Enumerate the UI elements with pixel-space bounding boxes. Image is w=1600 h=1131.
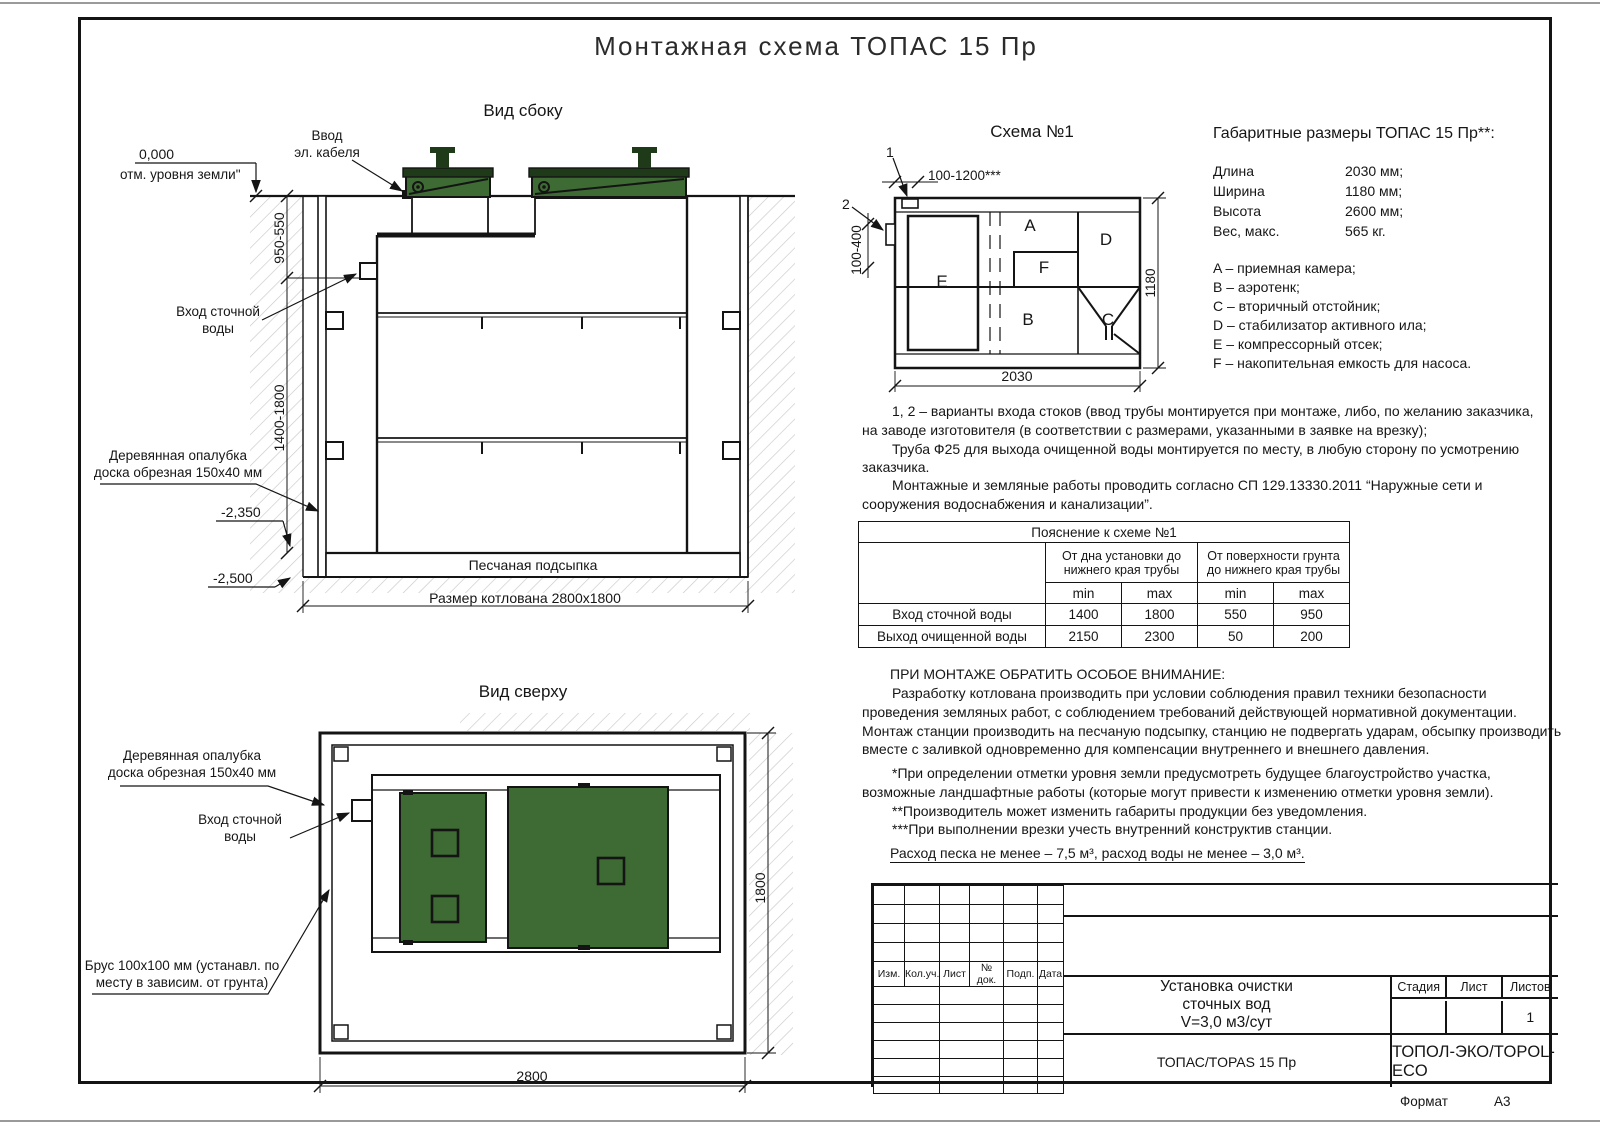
revision-table	[873, 885, 1063, 1087]
lid-right	[529, 147, 689, 197]
doc-title-line-1: Установка очистки	[1160, 977, 1293, 995]
footnote-2: **Производитель может изменить габариты продукции без уведомления.	[892, 802, 1368, 819]
table-title: Пояснение к схеме №1	[859, 522, 1350, 543]
stage-label: Стадия	[1392, 977, 1447, 997]
level-2500-label: -2,500	[213, 570, 253, 586]
page-title: Монтажная схема ТОПАС 15 Пр	[594, 31, 1038, 61]
tv-dim-1800: 1800	[751, 872, 768, 904]
doc-title-cell	[1063, 977, 1390, 1035]
explanation-table	[858, 521, 1350, 648]
cable-entry-label-2: эл. кабеля	[294, 145, 360, 160]
tb-upper-row-1	[1063, 885, 1558, 917]
stage-value-row	[1392, 1001, 1558, 1035]
stage-header-row	[1392, 977, 1558, 999]
table-row: Выход очищенной воды 2150 2300 50 200	[859, 626, 1350, 648]
rev-col-izm: Изм.	[874, 962, 905, 987]
table-corner-cell	[859, 543, 1046, 604]
schema-dim-left: 100-400	[849, 225, 865, 275]
lid-left	[403, 147, 493, 197]
beam-label-1: Брус 100х100 мм (устанавл. по	[84, 958, 280, 973]
sand-bed-label: Песчаная подсыпка	[468, 557, 598, 573]
tv-dim-2800: 2800	[516, 1068, 548, 1084]
table-min-1: min	[1046, 583, 1122, 604]
cable-entry-label-1: Ввод	[311, 128, 343, 143]
rev-col-list: Лист	[940, 962, 970, 987]
spec-label-weight: Вес, макс.	[1213, 223, 1280, 239]
schema-dim-bottom: 2030	[1001, 368, 1033, 384]
compartment-b: B	[1022, 310, 1034, 329]
doc-title-line-3: V=3,0 м3/сут	[1180, 1014, 1273, 1032]
schema-dim-top: 100-1200***	[928, 168, 1001, 183]
consumption-note: Расход песка не менее – 7,5 м³, расход воды не менее – 3,0 м³.	[890, 845, 1305, 863]
footnotes	[862, 764, 1562, 839]
specs-title: Габаритные размеры ТОПАС 15 Пр**:	[1213, 125, 1495, 142]
table-max-1: max	[1122, 583, 1198, 604]
stage-value	[1392, 1001, 1447, 1033]
side-view-drawing	[100, 147, 795, 613]
rev-col-dok: № док.	[970, 962, 1004, 987]
title-block	[871, 883, 1558, 1087]
table-group-2: От поверхности грунта до нижнего края трубы	[1198, 543, 1350, 583]
note-variants	[862, 402, 1550, 477]
sheet-label: Лист	[1447, 977, 1502, 997]
legend-e: E – компрессорный отсек;	[1213, 336, 1383, 352]
doc-title-line-2: сточных вод	[1182, 995, 1271, 1013]
table-max-2: max	[1274, 583, 1350, 604]
cover-large	[508, 783, 668, 950]
side-view-title: Вид сбоку	[483, 101, 563, 120]
footnote-1: *При определении отметки уровня земли предусмотреть будущее благоустройство участка, возможные ландшафтные работы (которые могут привести к изменению отметки уровня земли).	[862, 765, 1494, 800]
spec-label-height: Высота	[1213, 203, 1262, 219]
schema-drawing	[852, 158, 1166, 392]
table-row: Вход сточной воды 1400 1800 550 950	[859, 604, 1350, 626]
formwork-label-1: Деревянная опалубка	[108, 448, 248, 463]
legend-b: B – аэротенк;	[1213, 279, 1300, 295]
level-zero-label: 0,000	[139, 146, 175, 162]
dim-1400-1800: 1400-1800	[270, 384, 287, 452]
ground-level-note: отм. уровня земли"	[120, 167, 241, 182]
rev-col-koluch: Кол.уч.	[905, 962, 940, 987]
spec-value-height: 2600 мм;	[1345, 203, 1404, 219]
legend-f: F – накопительная емкость для насоса.	[1213, 355, 1472, 371]
dim-950-550: 950-550	[270, 212, 287, 264]
attention-body: Разработку котлована производить при условии соблюдения правил техники безопасности проведения земляных работ, с соблюдением требований действующей нормативной документации. Монтаж станции производить на песчаную подсыпку, станцию не подвергать ударам, обсыпку производить вместе с заливкой одновременно для компенсации внутреннего и внешнего давления.	[862, 685, 1562, 758]
beam-label-2: месту в зависим. от грунта)	[95, 975, 269, 990]
schema-dim-right: 1180	[1143, 268, 1159, 298]
tv-formwork-label-2: доска обрезная 150х40 мм	[107, 765, 277, 780]
footnote-3: ***При выполнении врезки учесть внутренний конструктив станции.	[892, 821, 1333, 838]
note-variants-p1: 1, 2 – варианты входа стоков (ввод трубы монтируется при монтаже, либо, по желанию заказчика, на заводе изготовителя (в соответствии с размерами, указанными в заявке на врезку);	[862, 403, 1534, 438]
schema-title: Схема №1	[990, 122, 1074, 141]
spec-value-width: 1180 мм;	[1345, 183, 1403, 199]
format-value: А3	[1494, 1094, 1511, 1109]
schema-callout-1: 1	[886, 144, 894, 160]
schema-callout-2: 2	[842, 196, 850, 212]
compartment-d: D	[1099, 230, 1113, 249]
compartment-a: A	[1024, 216, 1036, 235]
pit-size-label: Размер котлована 2800х1800	[429, 590, 621, 606]
format-label: Формат	[1400, 1094, 1448, 1109]
level-2350-label: -2,350	[221, 504, 261, 520]
model-cell: ТОПАС/TOPAS 15 Пр	[1156, 1054, 1297, 1070]
table-group-1: От дна установки до нижнего края трубы	[1046, 543, 1198, 583]
spec-label-length: Длина	[1213, 163, 1254, 179]
inlet-label-2: воды	[202, 321, 234, 336]
formwork-label-2: доска обрезная 150х40 мм	[93, 465, 263, 480]
sheet-value	[1447, 1001, 1502, 1033]
compartment-f: F	[1038, 258, 1050, 277]
compartment-c: C	[1101, 310, 1115, 329]
spec-value-length: 2030 мм;	[1345, 163, 1404, 179]
company-cell: ТОПОЛ-ЭКО/TOPOL-ECO	[1392, 1043, 1555, 1080]
legend-d: D – стабилизатор активного ила;	[1213, 317, 1427, 333]
tv-inlet-label-2: воды	[224, 829, 256, 844]
note-works: Монтажные и земляные работы проводить согласно СП 129.13330.2011 “Наружные сети и сооружения водоснабжения и канализации”.	[862, 477, 1483, 512]
top-view-title: Вид сверху	[478, 682, 568, 701]
tv-inlet-label-1: Вход сточной	[198, 812, 282, 827]
spec-value-weight: 565 кг.	[1345, 223, 1386, 239]
legend-a: A – приемная камера;	[1213, 260, 1356, 276]
attention-title: ПРИ МОНТАЖЕ ОБРАТИТЬ ОСОБОЕ ВНИМАНИЕ:	[890, 666, 1226, 682]
sheets-label: Листов	[1510, 980, 1551, 994]
legend-c: C – вторичный отстойник;	[1213, 298, 1381, 314]
spec-label-width: Ширина	[1213, 183, 1265, 199]
note-variants-p2: Труба Ф25 для выхода очищенной воды монтируется по месту, в любую сторону по усмотрению заказчика.	[862, 440, 1520, 476]
cover-small	[400, 790, 486, 945]
sheets-value: 1	[1526, 1009, 1535, 1025]
compartment-e: E	[936, 272, 948, 291]
rev-col-data: Дата	[1038, 962, 1064, 987]
tv-formwork-label-1: Деревянная опалубка	[122, 748, 262, 763]
rev-col-podp: Подп.	[1004, 962, 1038, 987]
tb-upper-row-2	[1063, 919, 1558, 977]
table-min-2: min	[1198, 583, 1274, 604]
inlet-label-1: Вход сточной	[176, 304, 260, 319]
